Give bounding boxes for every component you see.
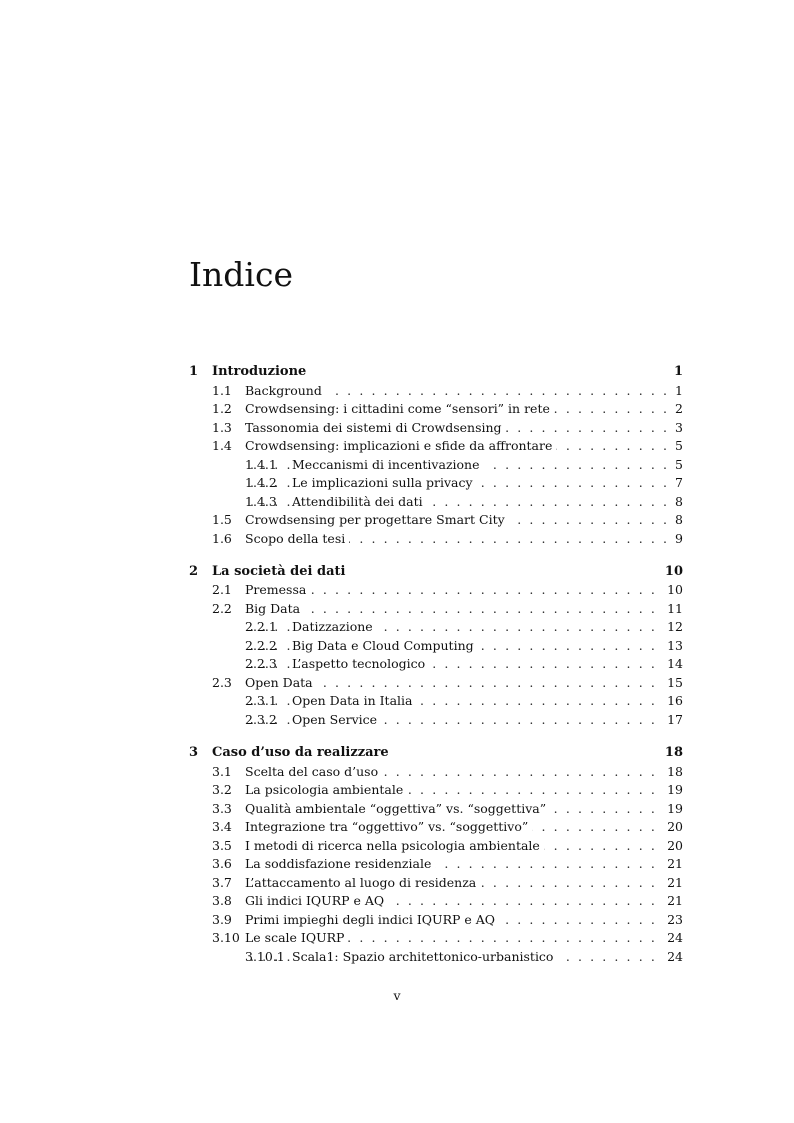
toc-subsection[interactable] [0, 711, 794, 729]
section-number: 3.7 [212, 875, 232, 890]
toc-section[interactable] [0, 874, 794, 892]
page-number: 20 [661, 818, 683, 836]
page-number: 2 [669, 400, 683, 418]
toc-section[interactable] [0, 581, 794, 599]
page-folio: v [393, 988, 401, 1003]
section-number: 2.3 [212, 675, 232, 690]
page-number: 12 [661, 618, 683, 636]
toc-section[interactable] [0, 800, 794, 818]
toc-section[interactable] [0, 855, 794, 873]
page-number: 24 [661, 948, 683, 966]
section-number: 1.4 [212, 438, 232, 453]
toc-section[interactable] [0, 911, 794, 929]
toc-section[interactable] [0, 763, 794, 781]
toc-section[interactable] [0, 511, 794, 529]
section-number: 2.2 [212, 601, 232, 616]
chapter-number: 2 [189, 564, 199, 579]
section-title: La soddisfazione residenziale [245, 855, 435, 873]
section-title: Le scale IQURP [245, 929, 348, 947]
section-number: 1.6 [212, 531, 232, 546]
page-number: 24 [661, 929, 683, 947]
subsection-title: Big Data e Cloud Computing [292, 637, 478, 655]
chapter-number: 3 [189, 745, 199, 760]
section-number: 1.5 [212, 512, 232, 527]
dot-leader [250, 600, 674, 618]
page-number: 1 [669, 382, 683, 400]
section-number: 3.4 [212, 819, 232, 834]
toc-subsection[interactable] [0, 618, 794, 636]
page-number: 17 [661, 711, 683, 729]
subsection-number: 2.3.1 [245, 693, 277, 708]
chapter-number: 1 [189, 364, 199, 379]
toc-section[interactable] [0, 674, 794, 692]
section-number: 3.1 [212, 764, 232, 779]
section-number: 3.2 [212, 782, 232, 797]
section-title: Tassonomia dei sistemi di Crowdsensing [245, 419, 506, 437]
toc-subsection[interactable] [0, 474, 794, 492]
section-number: 3.8 [212, 893, 232, 908]
section-title: Primi impieghi degli indici IQURP e AQ [245, 911, 499, 929]
section-title: Gli indici IQURP e AQ [245, 892, 388, 910]
subsection-number: 1.4.3 [245, 494, 277, 509]
page-number: 19 [661, 781, 683, 799]
section-number: 1.3 [212, 420, 232, 435]
page-number: 13 [661, 637, 683, 655]
section-number: 3.5 [212, 838, 232, 853]
toc-subsection[interactable] [0, 637, 794, 655]
subsection-title: Meccanismi di incentivazione [292, 456, 484, 474]
section-title: Scopo della tesi [245, 530, 349, 548]
subsection-title: Le implicazioni sulla privacy [292, 474, 477, 492]
page-number: 8 [669, 511, 683, 529]
subsection-title: Scala1: Spazio architettonico-urbanistico [292, 948, 557, 966]
toc-subsection[interactable] [0, 493, 794, 511]
subsection-title: Open Service [292, 711, 381, 729]
toc-section[interactable] [0, 437, 794, 455]
section-title: La psicologia ambientale [245, 781, 407, 799]
toc-section[interactable] [0, 600, 794, 618]
subsection-number: 2.3.2 [245, 712, 277, 727]
page-number: 10 [661, 581, 683, 599]
chapter-title: Caso d’uso da realizzare [212, 745, 389, 760]
page-number: 21 [661, 855, 683, 873]
toc-section[interactable] [0, 781, 794, 799]
section-title: Crowdsensing per progettare Smart City [245, 511, 509, 529]
section-number: 3.10 [212, 930, 240, 945]
subsection-title: L’aspetto tecnologico [292, 655, 429, 673]
toc-section[interactable] [0, 400, 794, 418]
chapter-title: La società dei dati [212, 564, 346, 579]
page-number: 23 [661, 911, 683, 929]
subsection-title: Open Data in Italia [292, 692, 416, 710]
toc-section[interactable] [0, 419, 794, 437]
section-title: L’attaccamento al luogo di residenza [245, 874, 480, 892]
page-number: 19 [661, 800, 683, 818]
section-title: Qualità ambientale “oggettiva” vs. “soggettiva” [245, 800, 550, 818]
toc-chapter-3[interactable] [0, 744, 794, 762]
section-title: I metodi di ricerca nella psicologia ambientale [245, 837, 544, 855]
section-number: 2.1 [212, 582, 232, 597]
page-number: 21 [661, 892, 683, 910]
section-number: 1.1 [212, 383, 232, 398]
section-title: Premessa [245, 581, 310, 599]
subsection-title: Datizzazione [292, 618, 377, 636]
subsection-number: 1.4.1 [245, 457, 277, 472]
section-title: Scelta del caso d’uso [245, 763, 382, 781]
subsection-number: 2.2.2 [245, 638, 277, 653]
section-number: 3.9 [212, 912, 232, 927]
toc-subsection[interactable] [0, 456, 794, 474]
dot-leader [250, 581, 674, 599]
section-title: Crowdsensing: i cittadini come “sensori” in rete [245, 400, 554, 418]
toc-subsection[interactable] [0, 655, 794, 673]
page-number: 3 [669, 419, 683, 437]
toc-section[interactable] [0, 818, 794, 836]
page-number: 15 [661, 674, 683, 692]
page-number: 5 [669, 437, 683, 455]
toc-section[interactable] [0, 929, 794, 947]
subsection-number: 2.2.1 [245, 619, 277, 634]
chapter-title: Introduzione [212, 364, 307, 379]
page-number: 9 [669, 530, 683, 548]
page-number: 11 [661, 600, 683, 618]
section-number: 1.2 [212, 401, 232, 416]
page-title: Indice [189, 255, 293, 294]
section-title: Big Data [245, 600, 304, 618]
subsection-number: 3.10.1 [245, 949, 285, 964]
page-number: 18 [659, 744, 683, 762]
subsection-number: 2.2.3 [245, 656, 277, 671]
toc-section[interactable] [0, 892, 794, 910]
section-title: Integrazione tra “oggettivo” vs. “soggettivo” [245, 818, 532, 836]
toc-section[interactable] [0, 530, 794, 548]
toc-subsection[interactable] [0, 692, 794, 710]
section-number: 3.6 [212, 856, 232, 871]
section-number: 3.3 [212, 801, 232, 816]
toc-chapter-1[interactable] [0, 363, 794, 381]
page-number: 5 [669, 456, 683, 474]
page-number: 20 [661, 837, 683, 855]
page-number: 8 [669, 493, 683, 511]
section-title: Crowdsensing: implicazioni e sfide da affrontare [245, 437, 556, 455]
page-number: 1 [668, 363, 683, 381]
toc-subsection[interactable] [0, 948, 794, 966]
page-number: 16 [661, 692, 683, 710]
page-number: 10 [659, 563, 683, 581]
toc-section[interactable] [0, 837, 794, 855]
toc-chapter-2[interactable] [0, 563, 794, 581]
page-number: 21 [661, 874, 683, 892]
page-number: 7 [669, 474, 683, 492]
subsection-number: 1.4.2 [245, 475, 277, 490]
page-number: 18 [661, 763, 683, 781]
section-title: Background [245, 382, 326, 400]
subsection-title: Attendibilità dei dati [292, 493, 427, 511]
toc-section[interactable] [0, 382, 794, 400]
page-number: 14 [661, 655, 683, 673]
section-title: Open Data [245, 674, 317, 692]
